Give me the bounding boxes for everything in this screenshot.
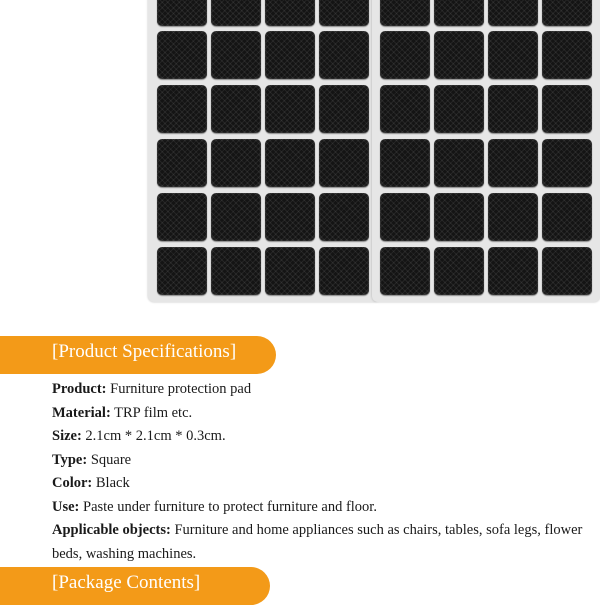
furniture-pad <box>211 31 261 79</box>
furniture-pad <box>488 0 538 26</box>
package-contents-banner <box>0 567 270 605</box>
furniture-pad <box>380 85 430 133</box>
furniture-pad <box>265 31 315 79</box>
furniture-pad <box>319 139 369 187</box>
furniture-pad <box>434 193 484 241</box>
furniture-pad <box>542 85 592 133</box>
furniture-pad <box>157 31 207 79</box>
furniture-pad <box>542 247 592 295</box>
spec-product: Product: Furniture protection pad <box>52 381 252 397</box>
furniture-pad <box>157 0 207 26</box>
spec-material: Material: TRP film etc. <box>52 404 193 421</box>
spec-applicable-objects: Applicable objects: Furniture and home appliances such as chairs, tables, sofa legs, flower beds, washing machines. <box>52 522 583 562</box>
furniture-pad <box>319 31 369 79</box>
furniture-pad <box>542 31 592 79</box>
furniture-pad <box>265 0 315 26</box>
furniture-pad <box>488 193 538 241</box>
furniture-pad <box>211 247 261 295</box>
furniture-pad <box>265 193 315 241</box>
specifications-title: [Product Specifications] <box>52 341 237 362</box>
furniture-pad <box>488 85 538 133</box>
furniture-pad <box>380 31 430 79</box>
furniture-pad <box>319 85 369 133</box>
spec-size: Size: 2.1cm * 2.1cm * 0.3cm. <box>52 428 226 444</box>
furniture-pad <box>265 85 315 133</box>
furniture-pad <box>265 139 315 187</box>
furniture-pad <box>434 139 484 187</box>
spec-use: Use: Paste under furniture to protect furniture and floor. <box>52 498 377 515</box>
furniture-pad <box>157 85 207 133</box>
spec-type: Type: Square <box>52 451 132 468</box>
specifications-list <box>52 378 600 566</box>
furniture-pad <box>434 85 484 133</box>
furniture-pad <box>319 193 369 241</box>
furniture-pad <box>488 139 538 187</box>
furniture-pad <box>157 193 207 241</box>
furniture-pad <box>542 0 592 26</box>
furniture-pad <box>211 0 261 26</box>
furniture-pad <box>434 247 484 295</box>
furniture-pad <box>380 193 430 241</box>
furniture-pad <box>211 85 261 133</box>
furniture-pad <box>211 139 261 187</box>
furniture-pad <box>434 31 484 79</box>
specifications-banner <box>0 336 276 374</box>
furniture-pad <box>319 0 369 26</box>
furniture-pad <box>157 247 207 295</box>
furniture-pad <box>157 139 207 187</box>
furniture-pad <box>542 193 592 241</box>
spec-color: Color: Black <box>52 475 130 491</box>
furniture-pad <box>380 0 430 26</box>
furniture-pad <box>542 139 592 187</box>
furniture-pad <box>319 247 369 295</box>
furniture-pad <box>211 193 261 241</box>
package-contents-title: [Package Contents] <box>52 572 201 593</box>
furniture-pad <box>488 31 538 79</box>
furniture-pad <box>488 247 538 295</box>
furniture-pad <box>380 139 430 187</box>
furniture-pad <box>434 0 484 26</box>
furniture-pad <box>265 247 315 295</box>
furniture-pad <box>380 247 430 295</box>
